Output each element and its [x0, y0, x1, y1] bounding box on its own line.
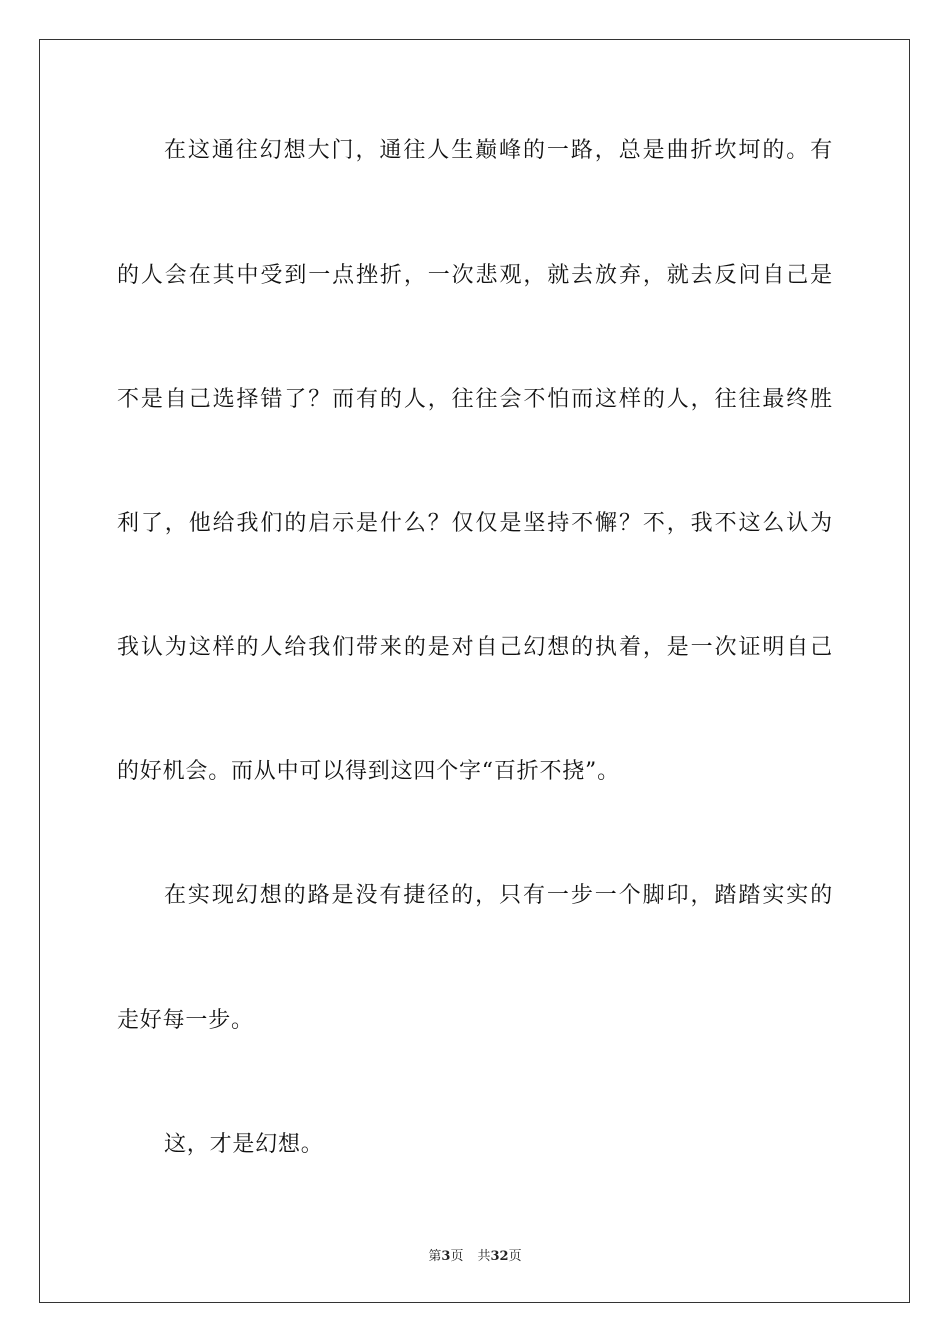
paragraph-1-line-6: 的好机会。而从中可以得到这四个字“百折不挠”。 [117, 759, 620, 784]
paragraph-3-line-1: 这，才是幻想。 [164, 1132, 324, 1157]
paragraph-2-line-1: 在实现幻想的路是没有捷径的，只有一步一个脚印，踏踏实实的 [164, 883, 833, 908]
paragraph-1-line-5: 我认为这样的人给我们带来的是对自己幻想的执着，是一次证明自己 [117, 635, 833, 660]
total-prefix: 共 [477, 1249, 491, 1264]
page-suffix: 页 [450, 1249, 464, 1264]
paragraph-1-line-4: 利了，他给我们的启示是什么？仅仅是坚持不懈？不，我不这么认为 [117, 511, 833, 536]
total-pages: 32 [490, 1249, 509, 1264]
total-suffix: 页 [508, 1249, 522, 1264]
paragraph-1-line-1: 在这通往幻想大门，通往人生巅峰的一路，总是曲折坎坷的。有 [164, 138, 833, 163]
page-frame [39, 39, 910, 1303]
paragraph-1-line-3: 不是自己选择错了？而有的人，往往会不怕而这样的人，往往最终胜 [117, 387, 833, 412]
paragraph-2-line-2: 走好每一步。 [117, 1008, 254, 1033]
page-footer [0, 1248, 950, 1266]
paragraph-1-line-2: 的人会在其中受到一点挫折，一次悲观，就去放弃，就去反问自己是 [117, 263, 833, 288]
page-number: 3 [441, 1249, 451, 1264]
page-prefix: 第 [428, 1249, 442, 1264]
